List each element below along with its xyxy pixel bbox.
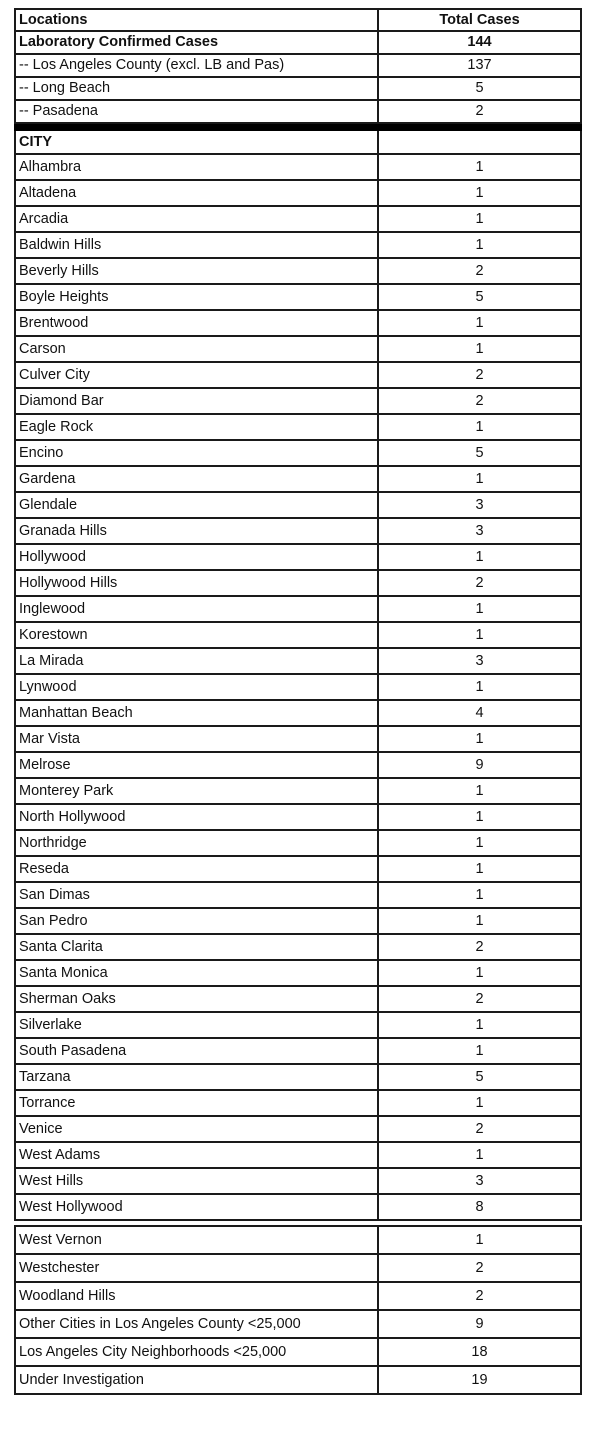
summary-label: Laboratory Confirmed Cases bbox=[15, 31, 378, 54]
case-count: 1 bbox=[378, 908, 581, 934]
table-row bbox=[15, 414, 581, 440]
location-name: Eagle Rock bbox=[15, 414, 378, 440]
case-count: 1 bbox=[378, 1090, 581, 1116]
case-count: 1 bbox=[378, 1038, 581, 1064]
table-row bbox=[15, 492, 581, 518]
case-count: 5 bbox=[378, 284, 581, 310]
table-row bbox=[15, 1366, 581, 1394]
table-row bbox=[15, 830, 581, 856]
location-name: San Dimas bbox=[15, 882, 378, 908]
case-count: 2 bbox=[378, 258, 581, 284]
location-name: Westchester bbox=[15, 1254, 378, 1282]
table-row bbox=[15, 518, 581, 544]
table-row bbox=[15, 336, 581, 362]
divider-cell bbox=[378, 123, 581, 130]
location-name: Carson bbox=[15, 336, 378, 362]
table-row bbox=[15, 388, 581, 414]
location-name: Alhambra bbox=[15, 154, 378, 180]
location-name: San Pedro bbox=[15, 908, 378, 934]
location-name: Encino bbox=[15, 440, 378, 466]
case-count: 8 bbox=[378, 1194, 581, 1220]
table-row bbox=[15, 544, 581, 570]
case-count: 3 bbox=[378, 1168, 581, 1194]
location-name: Lynwood bbox=[15, 674, 378, 700]
location-name: Under Investigation bbox=[15, 1366, 378, 1394]
table-row bbox=[15, 986, 581, 1012]
table-row bbox=[15, 180, 581, 206]
summary-value: 144 bbox=[378, 31, 581, 54]
case-count: 1 bbox=[378, 622, 581, 648]
location-name: Beverly Hills bbox=[15, 258, 378, 284]
location-name: North Hollywood bbox=[15, 804, 378, 830]
city-header-row bbox=[15, 130, 581, 154]
table-row bbox=[15, 882, 581, 908]
summary-row bbox=[15, 100, 581, 123]
table-row bbox=[15, 674, 581, 700]
case-count: 1 bbox=[378, 1226, 581, 1254]
case-count: 1 bbox=[378, 778, 581, 804]
summary-value: 137 bbox=[378, 54, 581, 77]
table-row bbox=[15, 232, 581, 258]
case-count: 1 bbox=[378, 154, 581, 180]
summary-value: 5 bbox=[378, 77, 581, 100]
cases-table-container bbox=[14, 8, 580, 1395]
case-count: 1 bbox=[378, 674, 581, 700]
case-count: 1 bbox=[378, 180, 581, 206]
location-name: La Mirada bbox=[15, 648, 378, 674]
table-row bbox=[15, 804, 581, 830]
table-row bbox=[15, 154, 581, 180]
summary-label: -- Pasadena bbox=[15, 100, 378, 123]
location-name: Reseda bbox=[15, 856, 378, 882]
case-count: 2 bbox=[378, 1282, 581, 1310]
case-count: 1 bbox=[378, 882, 581, 908]
table-row bbox=[15, 1282, 581, 1310]
header-total-cases: Total Cases bbox=[378, 9, 581, 31]
location-name: Korestown bbox=[15, 622, 378, 648]
table-row bbox=[15, 1168, 581, 1194]
location-name: Venice bbox=[15, 1116, 378, 1142]
case-count: 1 bbox=[378, 596, 581, 622]
location-name: Inglewood bbox=[15, 596, 378, 622]
divider-cell bbox=[15, 123, 378, 130]
case-count: 1 bbox=[378, 804, 581, 830]
table-row bbox=[15, 1338, 581, 1366]
table-row bbox=[15, 700, 581, 726]
table-row bbox=[15, 1116, 581, 1142]
summary-row bbox=[15, 54, 581, 77]
table-row bbox=[15, 856, 581, 882]
location-name: Hollywood bbox=[15, 544, 378, 570]
case-count: 1 bbox=[378, 310, 581, 336]
location-name: Monterey Park bbox=[15, 778, 378, 804]
location-name: Santa Clarita bbox=[15, 934, 378, 960]
location-name: Woodland Hills bbox=[15, 1282, 378, 1310]
case-count: 1 bbox=[378, 466, 581, 492]
location-name: Los Angeles City Neighborhoods <25,000 bbox=[15, 1338, 378, 1366]
case-count: 1 bbox=[378, 1142, 581, 1168]
city-header: CITY bbox=[15, 130, 378, 154]
location-name: Torrance bbox=[15, 1090, 378, 1116]
table-row bbox=[15, 1254, 581, 1282]
cases-table bbox=[14, 8, 582, 1221]
table-row bbox=[15, 1310, 581, 1338]
case-count: 1 bbox=[378, 336, 581, 362]
summary-row bbox=[15, 31, 581, 54]
table-row bbox=[15, 726, 581, 752]
case-count: 2 bbox=[378, 1116, 581, 1142]
case-count: 2 bbox=[378, 388, 581, 414]
table-row bbox=[15, 1038, 581, 1064]
location-name: South Pasadena bbox=[15, 1038, 378, 1064]
location-name: Manhattan Beach bbox=[15, 700, 378, 726]
case-count: 1 bbox=[378, 1012, 581, 1038]
table-row bbox=[15, 440, 581, 466]
location-name: Other Cities in Los Angeles County <25,000 bbox=[15, 1310, 378, 1338]
table-row bbox=[15, 1142, 581, 1168]
case-count: 3 bbox=[378, 518, 581, 544]
location-name: Melrose bbox=[15, 752, 378, 778]
location-name: West Adams bbox=[15, 1142, 378, 1168]
case-count: 1 bbox=[378, 206, 581, 232]
cases-table-continued bbox=[14, 1225, 582, 1395]
case-count: 19 bbox=[378, 1366, 581, 1394]
case-count: 1 bbox=[378, 726, 581, 752]
location-name: Gardena bbox=[15, 466, 378, 492]
case-count: 1 bbox=[378, 960, 581, 986]
table-row bbox=[15, 1194, 581, 1220]
location-name: Culver City bbox=[15, 362, 378, 388]
table-row bbox=[15, 960, 581, 986]
location-name: Mar Vista bbox=[15, 726, 378, 752]
header-row bbox=[15, 9, 581, 31]
location-name: Santa Monica bbox=[15, 960, 378, 986]
table-row bbox=[15, 648, 581, 674]
location-name: West Vernon bbox=[15, 1226, 378, 1254]
location-name: Sherman Oaks bbox=[15, 986, 378, 1012]
table-row bbox=[15, 1012, 581, 1038]
table-row bbox=[15, 284, 581, 310]
location-name: West Hollywood bbox=[15, 1194, 378, 1220]
table-row bbox=[15, 258, 581, 284]
case-count: 3 bbox=[378, 492, 581, 518]
table-row bbox=[15, 466, 581, 492]
table-row bbox=[15, 1226, 581, 1254]
case-count: 18 bbox=[378, 1338, 581, 1366]
table-row bbox=[15, 206, 581, 232]
table-row bbox=[15, 362, 581, 388]
location-name: West Hills bbox=[15, 1168, 378, 1194]
location-name: Arcadia bbox=[15, 206, 378, 232]
case-count: 5 bbox=[378, 1064, 581, 1090]
location-name: Altadena bbox=[15, 180, 378, 206]
location-name: Granada Hills bbox=[15, 518, 378, 544]
case-count: 1 bbox=[378, 856, 581, 882]
table-row bbox=[15, 596, 581, 622]
case-count: 5 bbox=[378, 440, 581, 466]
section-divider bbox=[15, 123, 581, 130]
location-name: Baldwin Hills bbox=[15, 232, 378, 258]
summary-label: -- Los Angeles County (excl. LB and Pas) bbox=[15, 54, 378, 77]
city-header-blank bbox=[378, 130, 581, 154]
case-count: 4 bbox=[378, 700, 581, 726]
table-row bbox=[15, 310, 581, 336]
summary-label: -- Long Beach bbox=[15, 77, 378, 100]
summary-value: 2 bbox=[378, 100, 581, 123]
location-name: Diamond Bar bbox=[15, 388, 378, 414]
location-name: Boyle Heights bbox=[15, 284, 378, 310]
case-count: 9 bbox=[378, 1310, 581, 1338]
location-name: Glendale bbox=[15, 492, 378, 518]
case-count: 3 bbox=[378, 648, 581, 674]
location-name: Hollywood Hills bbox=[15, 570, 378, 596]
case-count: 2 bbox=[378, 986, 581, 1012]
case-count: 1 bbox=[378, 232, 581, 258]
case-count: 1 bbox=[378, 414, 581, 440]
case-count: 9 bbox=[378, 752, 581, 778]
case-count: 2 bbox=[378, 1254, 581, 1282]
location-name: Northridge bbox=[15, 830, 378, 856]
table-row bbox=[15, 622, 581, 648]
table-row bbox=[15, 908, 581, 934]
table-row bbox=[15, 752, 581, 778]
table-row bbox=[15, 1064, 581, 1090]
case-count: 2 bbox=[378, 570, 581, 596]
case-count: 1 bbox=[378, 830, 581, 856]
table-row bbox=[15, 570, 581, 596]
table-row bbox=[15, 778, 581, 804]
case-count: 2 bbox=[378, 362, 581, 388]
location-name: Tarzana bbox=[15, 1064, 378, 1090]
summary-row bbox=[15, 77, 581, 100]
header-locations: Locations bbox=[15, 9, 378, 31]
table-row bbox=[15, 1090, 581, 1116]
table-row bbox=[15, 934, 581, 960]
case-count: 1 bbox=[378, 544, 581, 570]
location-name: Silverlake bbox=[15, 1012, 378, 1038]
case-count: 2 bbox=[378, 934, 581, 960]
location-name: Brentwood bbox=[15, 310, 378, 336]
